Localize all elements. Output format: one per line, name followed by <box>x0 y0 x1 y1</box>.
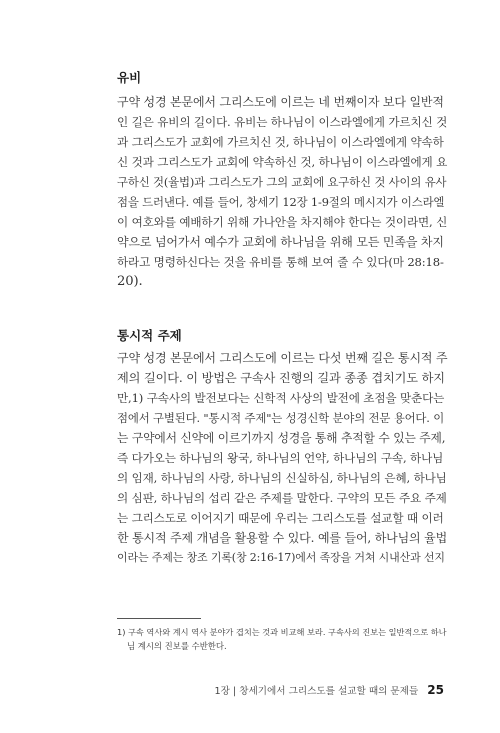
page-number: 25 <box>427 683 444 697</box>
body-line: 구약 성경 본문에서 그리스도에 이르는 네 번째이자 보다 일반적 <box>117 95 444 109</box>
body-line: 이라는 주제는 창조 기록(창 2:16-17)에서 족장을 거쳐 시내산과 선지 <box>117 551 445 564</box>
body-line: 과 그리스도가 교회에 가르치신 것, 하나님이 이스라엘에게 약속하 <box>117 135 444 149</box>
body-line: 약으로 넘어가서 예수가 교회에 하나님을 위해 모든 민족을 차지 <box>117 235 444 249</box>
body-line: 의 심판, 하나님의 섭리 같은 주제를 말한다. 구약의 모든 주요 주제 <box>117 491 447 505</box>
body-line: 신 것과 그리스도가 교회에 약속하신 것, 하나님이 이스라엘에게 요 <box>117 155 448 169</box>
footnote-line: 님 계시의 진보를 수반한다. <box>127 641 227 651</box>
page-footer <box>215 683 444 697</box>
body-line: 는 구약에서 신약에 이르기까지 성경을 통해 추적할 수 있는 주제, <box>117 431 446 445</box>
body-line: 의 임재, 하나님의 사랑, 하나님의 신실하심, 하나님의 은혜, 하나님 <box>117 471 447 485</box>
body-line: 제의 길이다. 이 방법은 구속사 진행의 길과 종종 겹치기도 하지 <box>117 371 445 385</box>
body-line: 만,1) 구속사의 발전보다는 신학적 사상의 발전에 초점을 맞춘다는 <box>117 391 445 405</box>
body-line: 한 통시적 주제 개념을 활용할 수 있다. 예를 들어, 하나님의 율법 <box>117 531 448 545</box>
body-line: 하라고 명령하신다는 것을 유비를 통해 보여 줄 수 있다(마 28:18- <box>117 255 444 269</box>
body-line: 구약 성경 본문에서 그리스도에 이르는 다섯 번째 길은 통시적 주 <box>117 351 448 365</box>
body-line: 구하신 것(율법)과 그리스도가 그의 교회에 요구하신 것 사이의 유사 <box>117 175 447 189</box>
body-line: 이 여호와를 예배하기 위해 가나안을 차지해야 한다는 것이라면, 신 <box>117 215 448 229</box>
section-heading-diachronic-theme: 통시적 주제 <box>117 328 182 343</box>
running-title: 1장 | 창세기에서 그리스도를 설교할 때의 문제들 <box>214 686 419 697</box>
body-line: 점에서 구별된다. "통시적 주제"는 성경신학 분야의 전문 용어다. 이 <box>117 411 445 425</box>
body-line: 는 그리스도로 이어지기 때문에 우리는 그리스도를 설교할 때 이러 <box>117 511 444 525</box>
body-line: 즉 다가오는 하나님의 왕국, 하나님의 언약, 하나님의 구속, 하나님 <box>117 451 444 465</box>
footnote-line: 1) 구속 역사와 계시 역사 분야가 겹치는 것과 비교해 보라. 구속사의 진보는 일반적으로 하나 <box>117 627 447 637</box>
body-line: 20). <box>117 274 143 289</box>
body-line: 인 길은 유비의 길이다. 유비는 하나님이 이스라엘에게 가르치신 것 <box>117 115 448 129</box>
footnote-divider <box>117 618 201 619</box>
section-heading-analogy: 유비 <box>117 70 142 85</box>
body-line: 점을 드러낸다. 예를 들어, 창세기 12장 1-9절의 메시지가 이스라엘 <box>117 195 445 209</box>
